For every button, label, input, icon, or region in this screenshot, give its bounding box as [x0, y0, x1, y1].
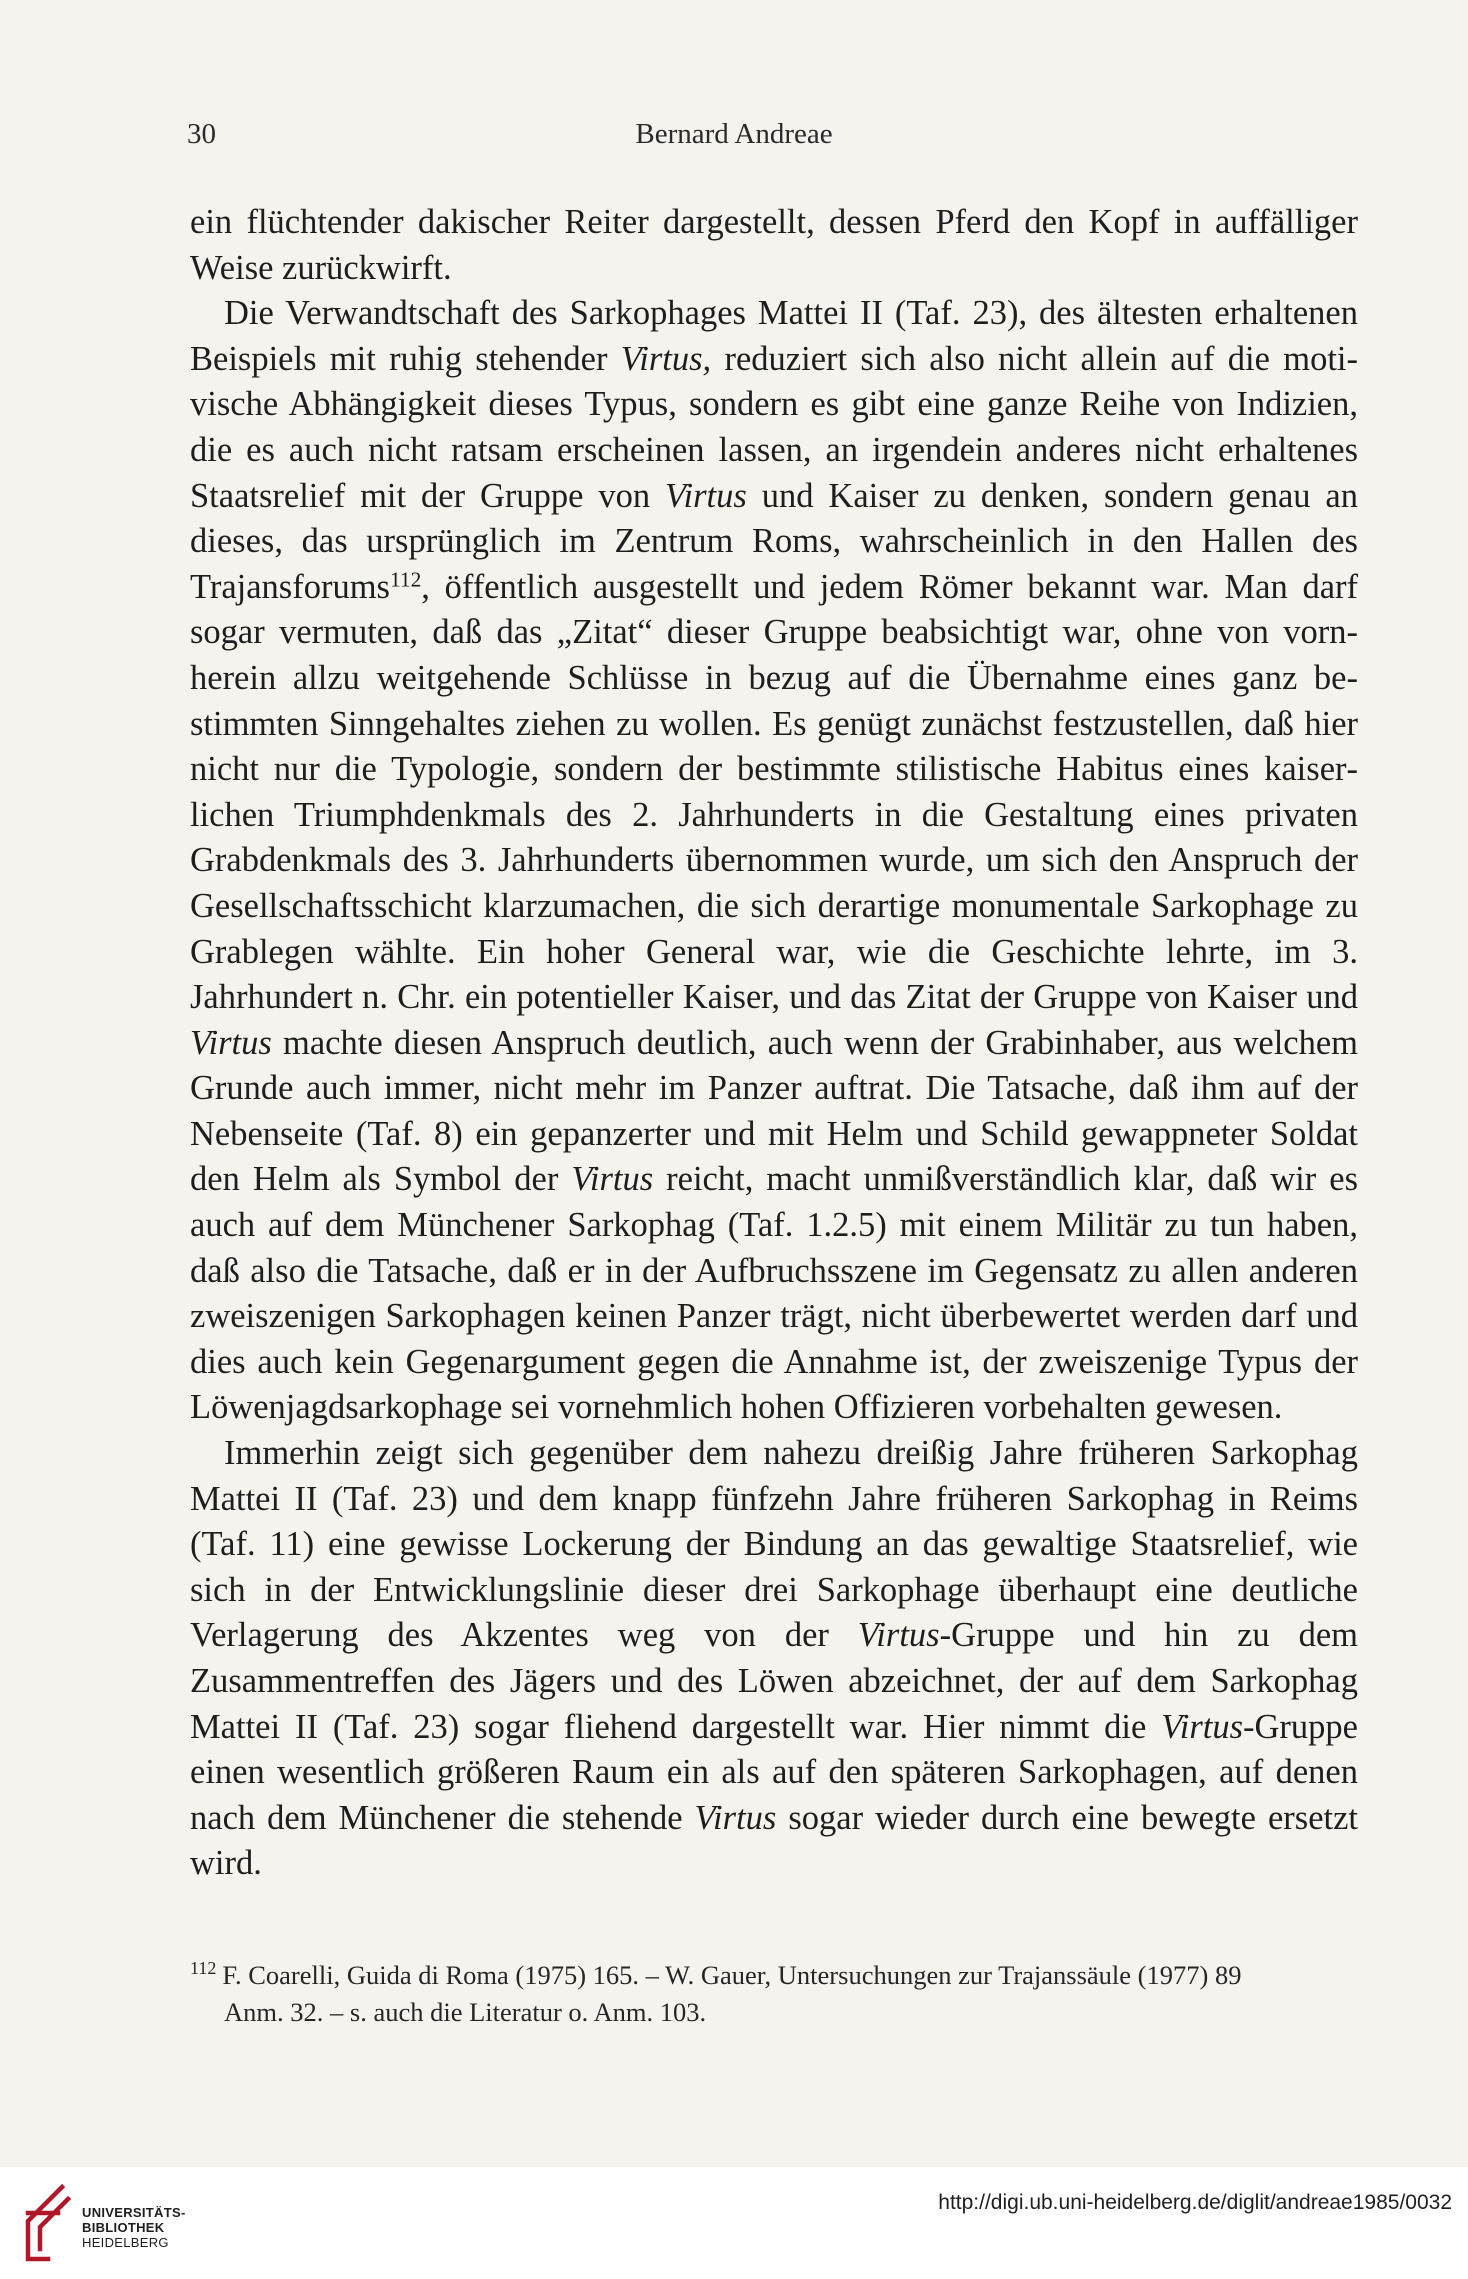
text-run: sogar wieder durch eine bewegte ersetzt wird.: [190, 1798, 1358, 1883]
logo-line-1: UNIVERSITÄTS-: [82, 2205, 186, 2220]
text-run: ein flüchtender dakischer Reiter dargestellt, dessen Pferd den Kopf in auffälliger Weise zurückwirft.: [190, 203, 1358, 287]
footnote: [190, 1950, 1358, 2031]
source-url-link[interactable]: http://digi.ub.uni-heidelberg.de/diglit/andreae1985/0032: [938, 2191, 1452, 2214]
page-number: 30: [187, 118, 216, 150]
paragraph: [190, 200, 1358, 291]
logo-line-2: BIBLIOTHEK: [82, 2220, 165, 2235]
italic-term: Virtus: [694, 1798, 777, 1837]
text-run: reicht, macht unmißverständlich klar, daß wir es auch auf dem Münchener Sarkophag (Taf. 1.2.5) mit einem Militär zu tun haben, daß also die Tatsache, daß er in der Aufbruchsszene im Gegensatz zu allen anderen zweiszenigen Sarkophagen keinen Panzer trägt, nicht überbewertet werden darf und dies auch kein Gegenargument gegen die Annahme ist, der zweiszenige Typus der Löwenjagdsarkophage sei vornehmlich hohen Offizieren vorbehalten gewesen.: [190, 1160, 1358, 1427]
footnote-marker: 112: [190, 1958, 217, 1978]
logo-line-3: HEIDELBERG: [82, 2235, 169, 2250]
text-run: reduziert sich also nicht allein auf die motivische Abhängigkeit dieses Typus, sondern es gibt eine ganze Reihe von Indizien, die es auch nicht ratsam erscheinen lassen, an irgendein anderes nicht erhaltenes Staatsrelief mit der Gruppe von: [190, 339, 1358, 515]
text-run: und Kaiser zu denken, sondern genau an dieses, das ursprünglich im Zentrum Roms, wahrscheinlich in den Hallen des Trajansforums: [190, 476, 1358, 606]
text-run: -Gruppe einen wesentlich größeren Raum ein als auf den späteren Sarkophagen, auf denen nach dem Münchener die stehende: [190, 1707, 1358, 1837]
footnote-line-2: Anm. 32. – s. auch die Literatur o. Anm. 103.: [224, 1996, 707, 2027]
footnote-reference: 112: [389, 567, 422, 591]
text-run: -Gruppe und hin zu dem Zusammentreffen des Jägers und des Löwen abzeichnet, der auf dem Sarkophag Mattei II (Taf. 23) sogar fliehend dargestellt war. Hier nimmt die: [190, 1616, 1358, 1746]
running-head: Bernard Andreae: [635, 118, 833, 150]
paragraph: [190, 1431, 1358, 1887]
italic-term: Virtus: [665, 476, 747, 515]
library-logo-text: [82, 2205, 186, 2250]
body-text: [190, 200, 1358, 1887]
library-logo[interactable]: [18, 2183, 218, 2263]
text-run: , öffentlich ausgestellt und jedem Römer bekannt war. Man darf sogar vermuten, daß das „Zitat“ dieser Gruppe beabsichtigt war, ohne von vornherein allzu weitgehende Schlüsse in bezug auf die Übernahme eines ganz bestimmten Sinngehaltes ziehen zu wollen. Es genügt zunächst festzustellen, daß hier nicht nur die Typologie, sondern der bestimmte stilistische Habitus eines kaiserlichen Triumphdenkmals des 2. Jahrhunderts in die Gestaltung eines privaten Grabdenkmals des 3. Jahrhunderts übernommen wurde, um sich den Anspruch der Gesellschaftsschicht klarzumachen, die sich derartige monumentale Sarkophage zu Grablegen wählte. Ein hoher General war, wie die Geschichte lehrte, im 3. Jahrhundert n. Chr. ein potentieller Kaiser, und das Zitat der Gruppe von Kaiser und: [190, 567, 1358, 1017]
italic-term: Virtus,: [620, 339, 712, 378]
paragraph: [190, 291, 1358, 1431]
footer-bar: [0, 2167, 1468, 2279]
page-header: [0, 118, 1468, 158]
footnote-text-1: F. Coarelli, Guida di Roma (1975) 165. – W. Gauer, Untersuchungen zur Trajanssäule (1977) 89: [222, 1959, 1242, 1990]
footnote-line-1: [190, 1950, 1358, 1994]
text-run: Immerhin zeigt sich gegenüber dem nahezu dreißig Jahre früheren Sarkophag Mattei II (Taf. 23) und dem knapp fünfzehn Jahre früheren Sarkophag in Reims (Taf. 11) eine gewisse Lockerung der Bindung an das gewaltige Staatsrelief, wie sich in der Entwicklungslinie dieser drei Sarkophage überhaupt eine deutliche Verlagerung des Akzentes weg von der: [190, 1434, 1358, 1655]
library-logo-icon: [18, 2183, 74, 2263]
italic-term: Virtus: [857, 1616, 940, 1655]
italic-term: Virtus: [571, 1160, 654, 1199]
text-run: Die Verwandtschaft des Sarkophages Mattei II (Taf. 23), des ältesten erhaltenen Beispiels mit ruhig stehender: [190, 294, 1358, 378]
text-run: machte diesen Anspruch deutlich, auch wenn der Grabinhaber, aus welchem Grunde auch immer, nicht mehr im Panzer auftrat. Die Tatsache, daß ihm auf der Nebenseite (Taf. 8) ein gepanzerter und mit Helm und Schild gewappneter Soldat den Helm als Symbol der: [190, 1023, 1358, 1199]
italic-term: Virtus: [1161, 1707, 1244, 1746]
italic-term: Virtus: [190, 1023, 272, 1062]
